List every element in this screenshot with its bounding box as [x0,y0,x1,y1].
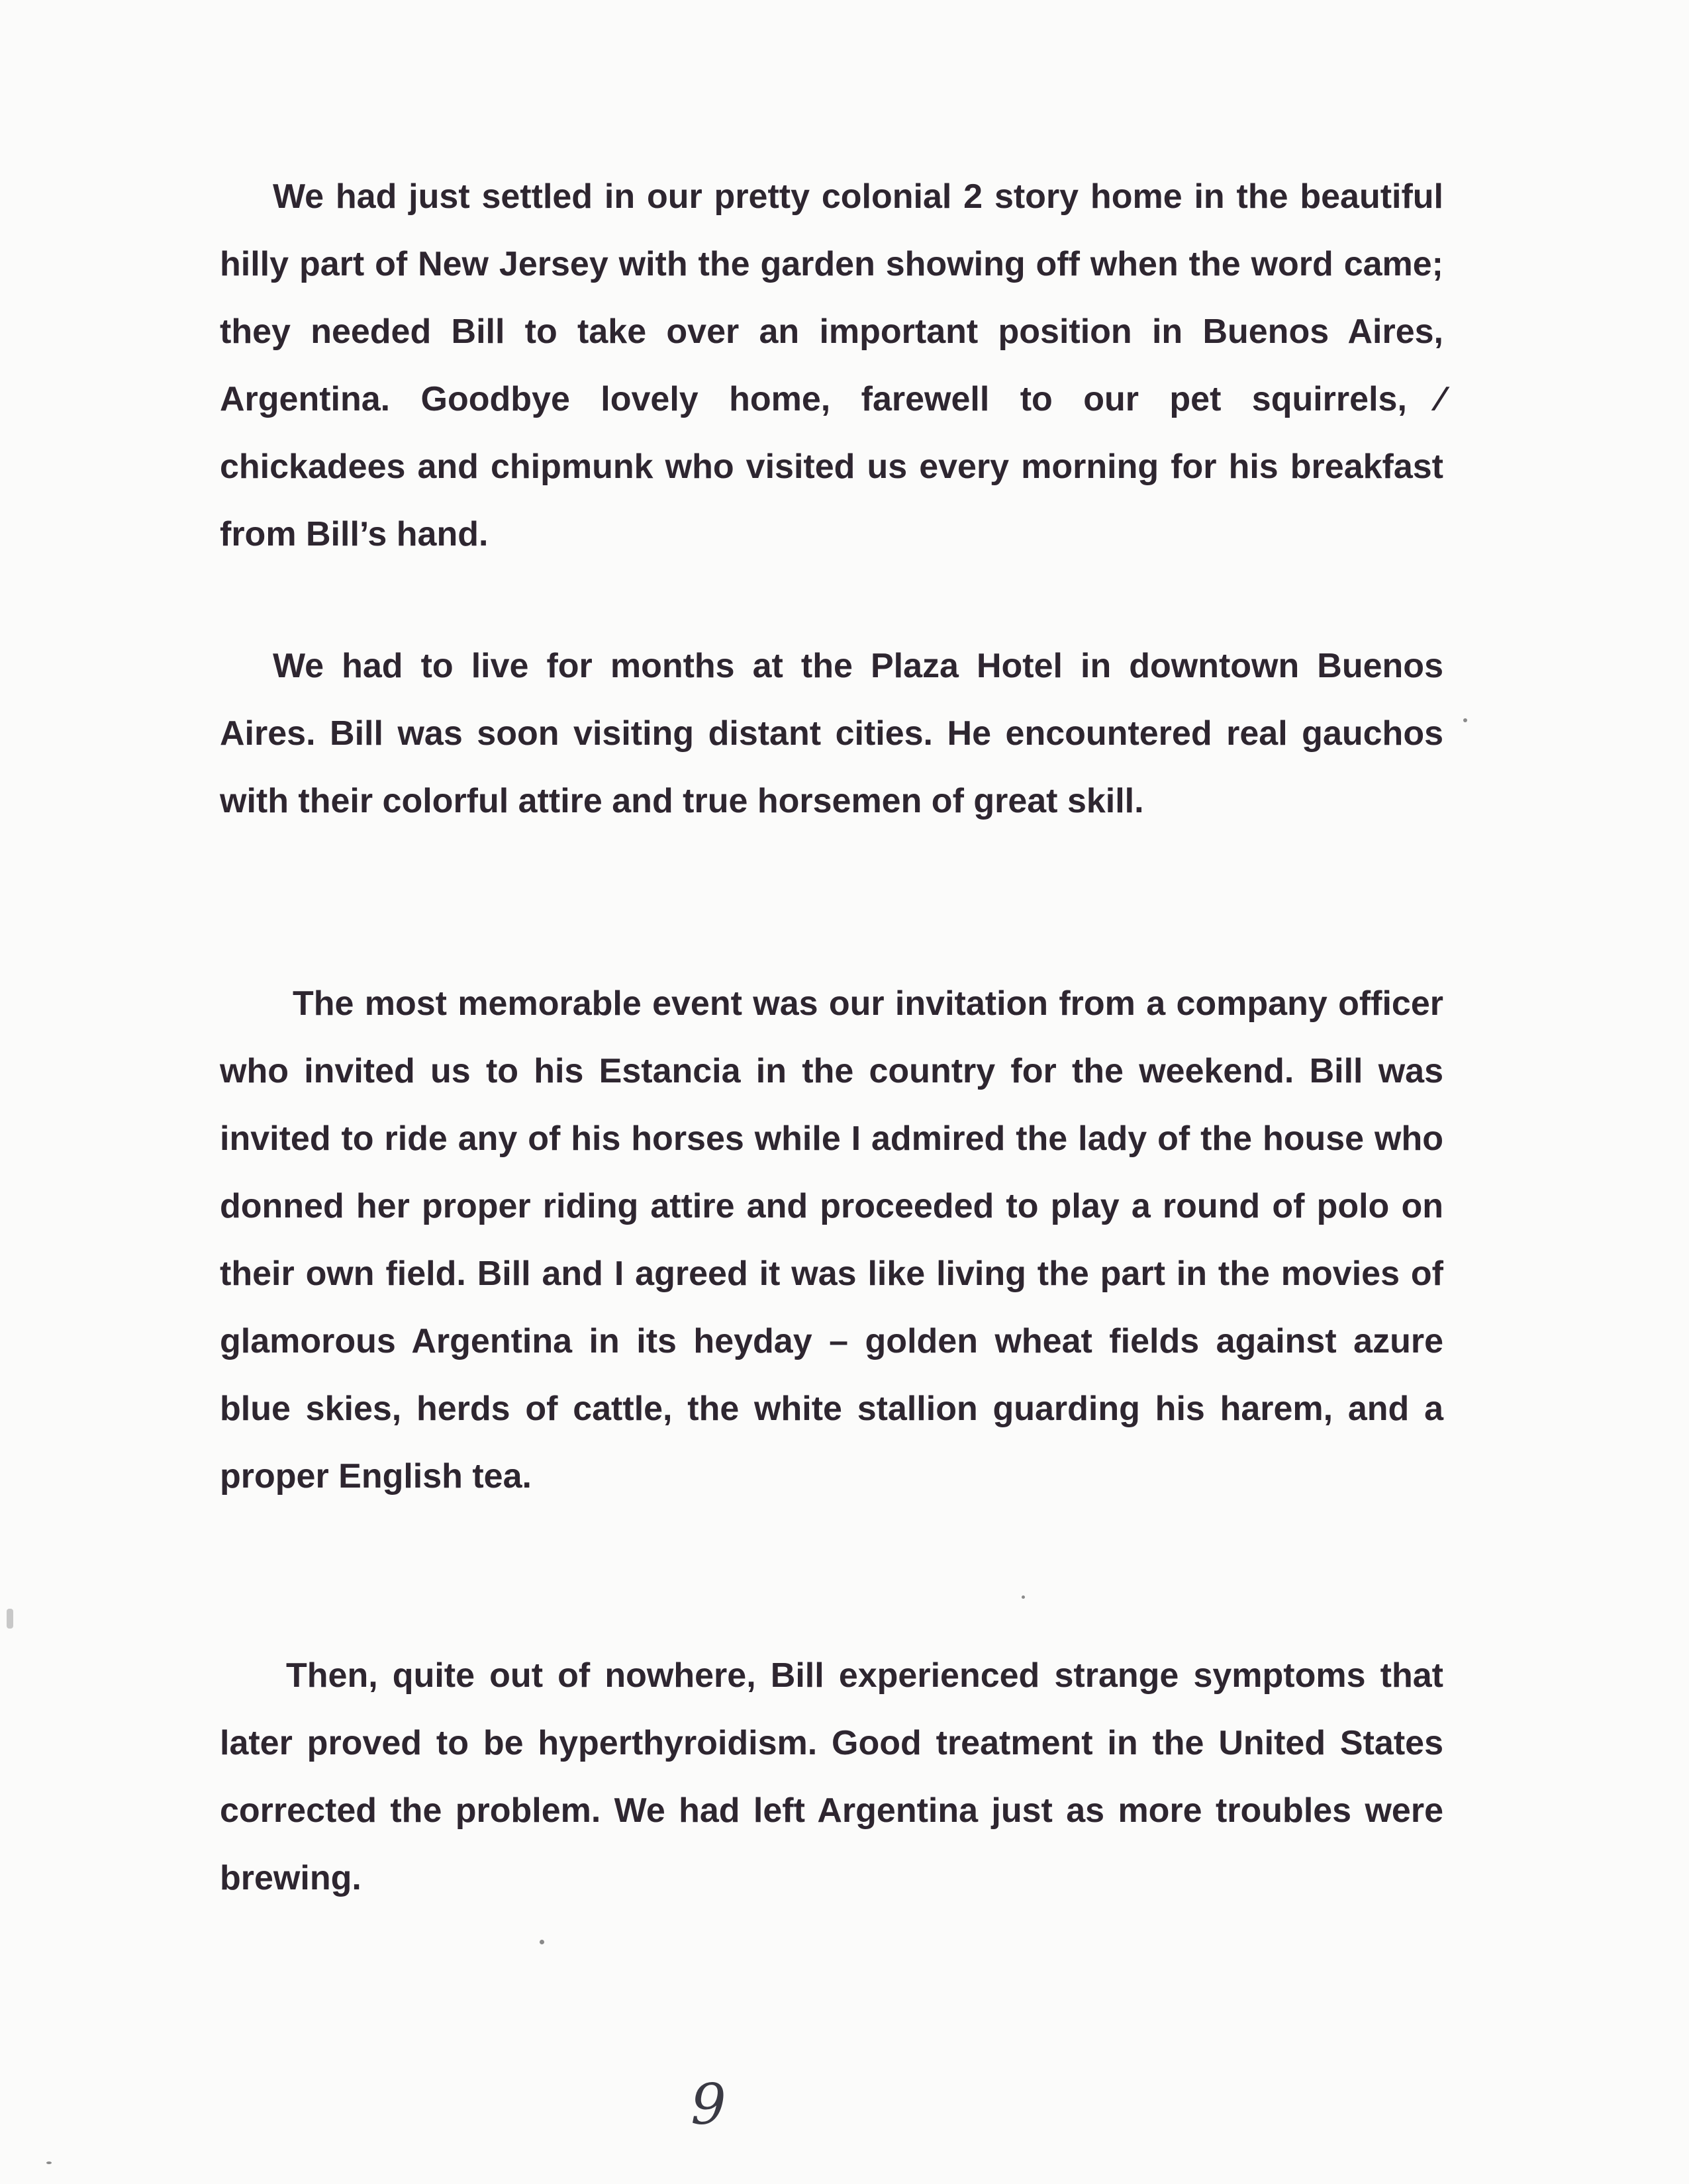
scan-speck [1463,718,1467,722]
paragraph-1: We had just settled in our pretty colonial 2 story home in the beautiful hilly part of New Jersey with the garden showing off when the word came; they needed Bill to take over an important position in Buenos Aires, Argentina. Goodbye lovely home, farewell to our pet squirrels, ⁄ chickadees and chipmunk who visited us every morning for his breakfast from Bill’s hand. [220,177,1443,553]
paragraph-4: Then, quite out of nowhere, Bill experienced strange symptoms that later proved to be hyperthyroidism. Good treatment in the United States corrected the problem. We had left Argentina just as more troubles were brewing. [220,1656,1443,1897]
scan-speck [540,1940,544,1944]
scan-speck [46,2161,52,2164]
scan-speck [1022,1595,1025,1599]
scan-speck [7,1609,13,1629]
paragraph-2: We had to live for months at the Plaza Hotel in downtown Buenos Aires. Bill was soon visiting distant cities. He encountered real gauchos with their colorful attire and true horsemen of great skill. [220,647,1443,820]
page-number: 9 [691,2072,726,2137]
paragraph-3: The most memorable event was our invitation from a company officer who invited us to his Estancia in the country for the weekend. Bill was invited to ride any of his horses while I admired the lady of the house who donned her proper riding attire and proceeded to play a round of polo on their own field. Bill and I agreed it was like living the part in the movies of glamorous Argentina in its heyday – golden wheat fields against azure blue skies, herds of cattle, the white stallion guarding his harem, and a proper English tea. [220,984,1443,1496]
